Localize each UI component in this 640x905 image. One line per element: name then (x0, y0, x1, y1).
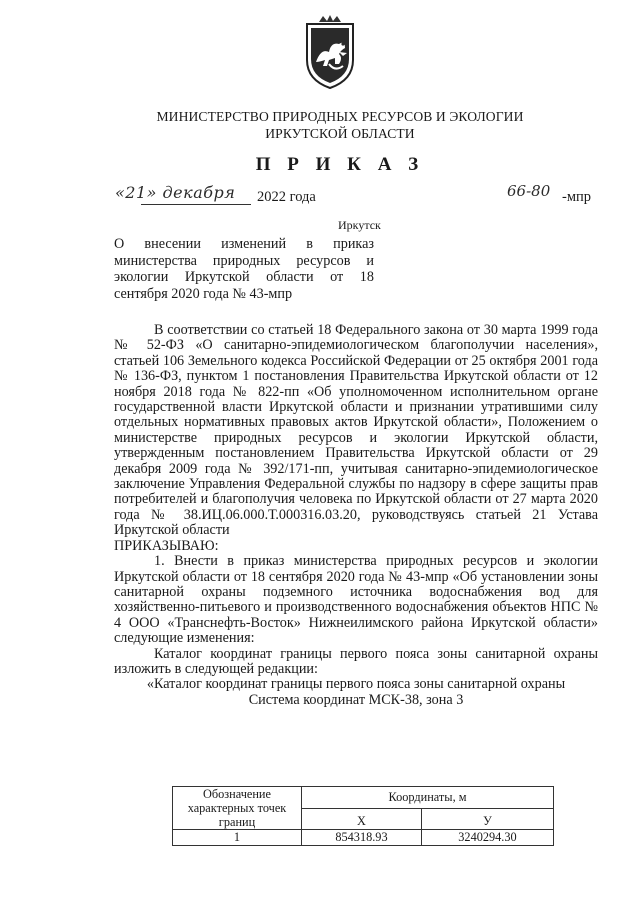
catalog-title-line-2: Система координат МСК-38, зона 3 (248, 691, 464, 708)
col-y-header: У (421, 808, 553, 830)
item-1-paragraph: 1. Внести в приказ министерства природных ресурсов и экологии Иркутской области от 18 сентября 2020 года № 43-мпр «Об установлении зоны санитарной охраны подземного источника водоснабжения вод для хозяйственно-питьевого и производственного водоснабжения объектов НПС № 4 ООО «Транснефть-Восток» Нижнеилимского района Иркутской области» следующие изменения: (114, 553, 598, 647)
col-x-header: X (302, 808, 422, 830)
handwritten-date: «21» декабря (115, 183, 236, 202)
number-suffix: -мпр (562, 189, 592, 205)
preamble-paragraph: В соответствии со статьей 18 Федерального закона от 30 марта 1999 года № 52-ФЗ «О санитарно-эпидемиологическом благополучии населения», статьей 106 Земельного кодекса Российской Федерации от 25 октября 2001 года № 136-ФЗ, пунктом 1 постановления Правительства Иркутской области от 12 ноября 2018 года № 822-пп «Об уполномоченном исполнительном органе государственной власти Иркутской области и признании утратившими силу отдельных нормативных правовых актов Иркутской области», Положением о министерстве природных ресурсов и экологии Иркутской области, утвержденным постановлением Правительства Иркутской области от 29 декабря 2009 года № 392/171-пп, учитывая санитарно-эпидемиологическое заключение Управления Федеральной службы по надзору в сфере защиты прав потребителей и благополучия человека по Иркутской области от 27 марта 2020 года № 38.ИЦ.06.000.Т.000316.03.20, руководствуясь статьей 21 Устава Иркутской области (114, 322, 598, 539)
handwritten-number: 66-80 (507, 182, 551, 200)
cell-point: 1 (173, 830, 302, 846)
cell-x: 854318.93 (302, 830, 422, 846)
ministry-line-1: МИНИСТЕРСТВО ПРИРОДНЫХ РЕСУРСОВ И ЭКОЛОГИИ (156, 109, 524, 124)
year-label: 2022 года (257, 189, 316, 205)
date-number-line (115, 183, 595, 213)
col-point-header: Обозначение характерных точек границ (173, 787, 302, 830)
order-subject: О внесении изменений в приказ министерства природных ресурсов и экологии Иркутской области от 18 сентября 2020 года № 43-мпр (114, 236, 374, 302)
catalog-title-line-1: «Каталог координат границы первого пояса зоны санитарной охраны (146, 676, 566, 693)
cell-y: 3240294.30 (421, 830, 553, 846)
city-label: Иркутск (338, 218, 381, 232)
date-underline (141, 204, 251, 205)
order-word: ПРИКАЗЫВАЮ: (114, 537, 219, 554)
document-title: П Р И К А З (255, 154, 425, 175)
ministry-line-2: ИРКУТСКОЙ ОБЛАСТИ (265, 126, 415, 141)
ministry-name (140, 108, 540, 142)
coordinates-table (172, 786, 554, 846)
table-row (173, 830, 554, 846)
order-body (114, 323, 598, 708)
col-coordinates-header: Координаты, м (302, 787, 554, 809)
item-1-sub-paragraph: Каталог координат границы первого пояса зоны санитарной охраны изложить в следующей редакции: (114, 645, 598, 677)
irkutsk-emblem-icon (299, 14, 361, 92)
